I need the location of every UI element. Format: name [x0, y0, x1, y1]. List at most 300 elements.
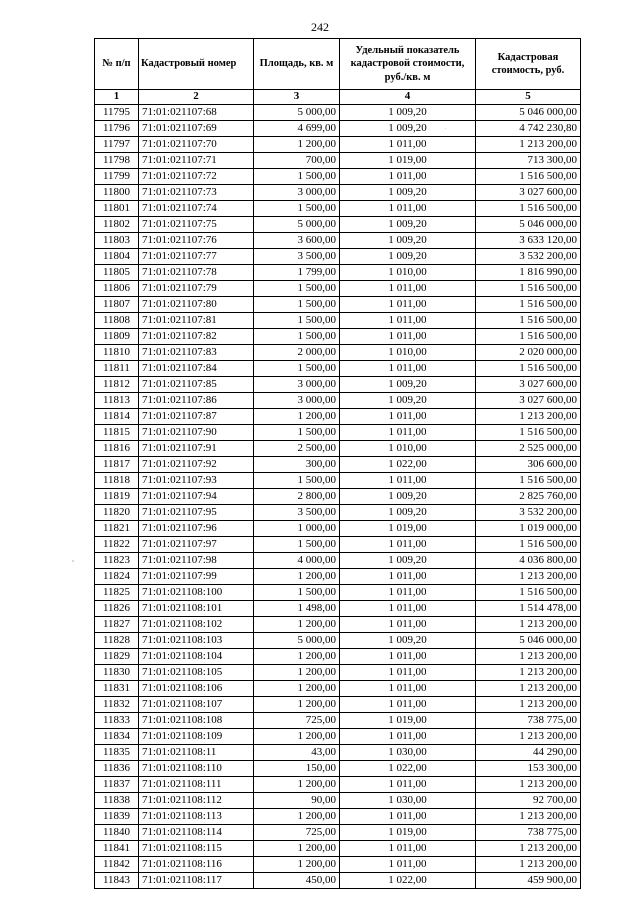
unit-value-cell: 1 011,00	[340, 537, 476, 553]
row-number-cell: 11820	[95, 505, 139, 521]
cadastral-number-cell: 71:01:021107:85	[139, 377, 254, 393]
cadastral-value-cell: 3 027 600,00	[476, 393, 581, 409]
cadastral-value-cell: 1 816 990,00	[476, 265, 581, 281]
cadastral-number-cell: 71:01:021107:84	[139, 361, 254, 377]
cadastral-number-cell: 71:01:021107:90	[139, 425, 254, 441]
row-number-cell: 11802	[95, 217, 139, 233]
table-row	[95, 441, 581, 457]
cadastral-number-cell: 71:01:021107:98	[139, 553, 254, 569]
row-number-cell: 11808	[95, 313, 139, 329]
unit-value-cell: 1 011,00	[340, 697, 476, 713]
area-cell: 1 200,00	[254, 841, 340, 857]
cadastral-value-cell: 1 213 200,00	[476, 137, 581, 153]
table-row	[95, 249, 581, 265]
unit-value-cell: 1 011,00	[340, 281, 476, 297]
area-cell: 1 500,00	[254, 329, 340, 345]
cadastral-value-cell: 1 516 500,00	[476, 201, 581, 217]
area-cell: 1 500,00	[254, 297, 340, 313]
cadastral-number-cell: 71:01:021108:109	[139, 729, 254, 745]
cadastral-number-cell: 71:01:021107:79	[139, 281, 254, 297]
cadastral-value-cell: 738 775,00	[476, 825, 581, 841]
cadastral-value-cell: 1 516 500,00	[476, 281, 581, 297]
cadastral-number-cell: 71:01:021108:110	[139, 761, 254, 777]
unit-value-cell: 1 011,00	[340, 649, 476, 665]
cadastral-number-cell: 71:01:021107:97	[139, 537, 254, 553]
area-cell: 2 500,00	[254, 441, 340, 457]
table-row	[95, 761, 581, 777]
cadastral-value-cell: 1 514 478,00	[476, 601, 581, 617]
cadastral-value-cell: 1 516 500,00	[476, 297, 581, 313]
area-cell: 1 200,00	[254, 777, 340, 793]
cadastral-value-cell: 1 516 500,00	[476, 585, 581, 601]
table-row	[95, 649, 581, 665]
unit-value-cell: 1 011,00	[340, 569, 476, 585]
area-cell: 1 200,00	[254, 857, 340, 873]
cadastral-value-cell: 1 516 500,00	[476, 537, 581, 553]
unit-value-cell: 1 010,00	[340, 265, 476, 281]
unit-value-cell: 1 030,00	[340, 793, 476, 809]
cadastral-value-cell: 4 036 800,00	[476, 553, 581, 569]
row-number-cell: 11809	[95, 329, 139, 345]
table-row	[95, 361, 581, 377]
row-number-cell: 11841	[95, 841, 139, 857]
cadastral-number-cell: 71:01:021107:72	[139, 169, 254, 185]
unit-value-cell: 1 009,20	[340, 249, 476, 265]
area-cell: 1 200,00	[254, 649, 340, 665]
cadastral-value-cell: 1 516 500,00	[476, 329, 581, 345]
area-cell: 1 200,00	[254, 409, 340, 425]
unit-value-cell: 1 009,20	[340, 217, 476, 233]
unit-value-cell: 1 019,00	[340, 713, 476, 729]
cadastral-number-cell: 71:01:021108:111	[139, 777, 254, 793]
cadastral-number-cell: 71:01:021108:101	[139, 601, 254, 617]
cadastral-number-cell: 71:01:021108:105	[139, 665, 254, 681]
table-row	[95, 121, 581, 137]
cadastral-value-cell: 44 290,00	[476, 745, 581, 761]
area-cell: 5 000,00	[254, 633, 340, 649]
cadastral-number-cell: 71:01:021107:82	[139, 329, 254, 345]
table-row	[95, 409, 581, 425]
row-number-cell: 11827	[95, 617, 139, 633]
cadastral-number-cell: 71:01:021107:75	[139, 217, 254, 233]
table-row	[95, 489, 581, 505]
row-number-cell: 11796	[95, 121, 139, 137]
unit-value-cell: 1 019,00	[340, 153, 476, 169]
row-number-cell: 11803	[95, 233, 139, 249]
row-number-cell: 11838	[95, 793, 139, 809]
scan-speck	[72, 560, 74, 562]
cadastral-value-cell: 1 516 500,00	[476, 473, 581, 489]
cadastral-value-cell: 713 300,00	[476, 153, 581, 169]
row-number-cell: 11840	[95, 825, 139, 841]
table-row	[95, 137, 581, 153]
area-cell: 1 200,00	[254, 137, 340, 153]
table-row	[95, 217, 581, 233]
cadastral-value-cell: 1 213 200,00	[476, 841, 581, 857]
area-cell: 43,00	[254, 745, 340, 761]
cadastral-number-cell: 71:01:021108:103	[139, 633, 254, 649]
row-number-cell: 11807	[95, 297, 139, 313]
row-number-cell: 11810	[95, 345, 139, 361]
cadastral-number-cell: 71:01:021107:70	[139, 137, 254, 153]
table-row	[95, 585, 581, 601]
header-row-number: № п/п	[95, 39, 139, 90]
unit-value-cell: 1 011,00	[340, 777, 476, 793]
row-number-cell: 11833	[95, 713, 139, 729]
column-number-row	[95, 90, 581, 105]
area-cell: 1 200,00	[254, 681, 340, 697]
unit-value-cell: 1 011,00	[340, 137, 476, 153]
cadastral-value-cell: 153 300,00	[476, 761, 581, 777]
area-cell: 700,00	[254, 153, 340, 169]
scan-speck	[445, 128, 446, 129]
cadastral-value-cell: 2 525 000,00	[476, 441, 581, 457]
row-number-cell: 11805	[95, 265, 139, 281]
table-row	[95, 169, 581, 185]
unit-value-cell: 1 011,00	[340, 809, 476, 825]
area-cell: 3 000,00	[254, 377, 340, 393]
unit-value-cell: 1 011,00	[340, 313, 476, 329]
cadastral-value-cell: 92 700,00	[476, 793, 581, 809]
row-number-cell: 11824	[95, 569, 139, 585]
column-number: 2	[139, 90, 254, 105]
area-cell: 1 500,00	[254, 281, 340, 297]
row-number-cell: 11815	[95, 425, 139, 441]
row-number-cell: 11829	[95, 649, 139, 665]
cadastral-number-cell: 71:01:021108:116	[139, 857, 254, 873]
table-row	[95, 537, 581, 553]
table-row	[95, 185, 581, 201]
unit-value-cell: 1 011,00	[340, 585, 476, 601]
unit-value-cell: 1 011,00	[340, 681, 476, 697]
row-number-cell: 11816	[95, 441, 139, 457]
area-cell: 1 500,00	[254, 425, 340, 441]
unit-value-cell: 1 011,00	[340, 409, 476, 425]
table-row	[95, 825, 581, 841]
cadastral-value-cell: 5 046 000,00	[476, 633, 581, 649]
unit-value-cell: 1 011,00	[340, 729, 476, 745]
unit-value-cell: 1 019,00	[340, 521, 476, 537]
cadastral-number-cell: 71:01:021107:83	[139, 345, 254, 361]
row-number-cell: 11836	[95, 761, 139, 777]
table-row	[95, 777, 581, 793]
unit-value-cell: 1 022,00	[340, 873, 476, 889]
cadastral-value-cell: 1 213 200,00	[476, 809, 581, 825]
table-row	[95, 153, 581, 169]
cadastral-value-cell: 1 516 500,00	[476, 425, 581, 441]
table-row	[95, 265, 581, 281]
cadastral-number-cell: 71:01:021108:107	[139, 697, 254, 713]
cadastral-value-cell: 1 213 200,00	[476, 681, 581, 697]
unit-value-cell: 1 022,00	[340, 457, 476, 473]
unit-value-cell: 1 011,00	[340, 329, 476, 345]
table-row	[95, 665, 581, 681]
row-number-cell: 11814	[95, 409, 139, 425]
cadastral-number-cell: 71:01:021107:80	[139, 297, 254, 313]
row-number-cell: 11812	[95, 377, 139, 393]
unit-value-cell: 1 011,00	[340, 201, 476, 217]
cadastral-value-cell: 1 213 200,00	[476, 569, 581, 585]
area-cell: 2 800,00	[254, 489, 340, 505]
row-number-cell: 11837	[95, 777, 139, 793]
cadastral-number-cell: 71:01:021107:91	[139, 441, 254, 457]
area-cell: 150,00	[254, 761, 340, 777]
row-number-cell: 11823	[95, 553, 139, 569]
unit-value-cell: 1 011,00	[340, 841, 476, 857]
cadastral-number-cell: 71:01:021107:78	[139, 265, 254, 281]
cadastral-number-cell: 71:01:021108:112	[139, 793, 254, 809]
unit-value-cell: 1 011,00	[340, 665, 476, 681]
table-row	[95, 345, 581, 361]
row-number-cell: 11795	[95, 105, 139, 121]
area-cell: 2 000,00	[254, 345, 340, 361]
area-cell: 725,00	[254, 713, 340, 729]
area-cell: 1 500,00	[254, 201, 340, 217]
cadastral-number-cell: 71:01:021108:100	[139, 585, 254, 601]
cadastral-number-cell: 71:01:021107:81	[139, 313, 254, 329]
row-number-cell: 11822	[95, 537, 139, 553]
cadastral-value-cell: 2 020 000,00	[476, 345, 581, 361]
row-number-cell: 11800	[95, 185, 139, 201]
cadastral-value-cell: 3 633 120,00	[476, 233, 581, 249]
cadastral-number-cell: 71:01:021107:74	[139, 201, 254, 217]
table-row	[95, 425, 581, 441]
cadastral-number-cell: 71:01:021107:69	[139, 121, 254, 137]
cadastral-number-cell: 71:01:021107:93	[139, 473, 254, 489]
cadastral-value-cell: 3 027 600,00	[476, 185, 581, 201]
cadastral-number-cell: 71:01:021107:76	[139, 233, 254, 249]
cadastral-number-cell: 71:01:021108:108	[139, 713, 254, 729]
table-row	[95, 457, 581, 473]
cadastral-number-cell: 71:01:021108:115	[139, 841, 254, 857]
cadastral-value-cell: 3 532 200,00	[476, 505, 581, 521]
unit-value-cell: 1 011,00	[340, 425, 476, 441]
cadastral-value-cell: 306 600,00	[476, 457, 581, 473]
table-row	[95, 681, 581, 697]
row-number-cell: 11842	[95, 857, 139, 873]
cadastral-number-cell: 71:01:021107:94	[139, 489, 254, 505]
area-cell: 1 500,00	[254, 473, 340, 489]
row-number-cell: 11804	[95, 249, 139, 265]
table-row	[95, 473, 581, 489]
cadastral-value-table	[94, 38, 581, 889]
table-row	[95, 697, 581, 713]
row-number-cell: 11826	[95, 601, 139, 617]
area-cell: 1 200,00	[254, 617, 340, 633]
row-number-cell: 11831	[95, 681, 139, 697]
row-number-cell: 11799	[95, 169, 139, 185]
header-cadastral-value: Кадастровая стоимость, руб.	[476, 39, 581, 90]
column-number: 3	[254, 90, 340, 105]
table-row	[95, 729, 581, 745]
area-cell: 1 200,00	[254, 729, 340, 745]
row-number-cell: 11819	[95, 489, 139, 505]
cadastral-number-cell: 71:01:021108:104	[139, 649, 254, 665]
area-cell: 725,00	[254, 825, 340, 841]
table-row	[95, 233, 581, 249]
row-number-cell: 11834	[95, 729, 139, 745]
area-cell: 3 000,00	[254, 393, 340, 409]
row-number-cell: 11828	[95, 633, 139, 649]
cadastral-number-cell: 71:01:021107:77	[139, 249, 254, 265]
unit-value-cell: 1 009,20	[340, 393, 476, 409]
unit-value-cell: 1 009,20	[340, 105, 476, 121]
cadastral-value-cell: 1 213 200,00	[476, 697, 581, 713]
row-number-cell: 11821	[95, 521, 139, 537]
area-cell: 1 000,00	[254, 521, 340, 537]
cadastral-value-cell: 1 213 200,00	[476, 409, 581, 425]
table-row	[95, 105, 581, 121]
unit-value-cell: 1 009,20	[340, 377, 476, 393]
unit-value-cell: 1 011,00	[340, 617, 476, 633]
table-row	[95, 313, 581, 329]
unit-value-cell: 1 022,00	[340, 761, 476, 777]
unit-value-cell: 1 009,20	[340, 633, 476, 649]
table-row	[95, 393, 581, 409]
cadastral-value-cell: 1 213 200,00	[476, 777, 581, 793]
row-number-cell: 11798	[95, 153, 139, 169]
row-number-cell: 11839	[95, 809, 139, 825]
area-cell: 4 000,00	[254, 553, 340, 569]
row-number-cell: 11806	[95, 281, 139, 297]
area-cell: 1 200,00	[254, 809, 340, 825]
unit-value-cell: 1 030,00	[340, 745, 476, 761]
cadastral-value-cell: 4 742 230,80	[476, 121, 581, 137]
table-row	[95, 873, 581, 889]
row-number-cell: 11825	[95, 585, 139, 601]
unit-value-cell: 1 009,20	[340, 185, 476, 201]
unit-value-cell: 1 011,00	[340, 169, 476, 185]
row-number-cell: 11811	[95, 361, 139, 377]
area-cell: 4 699,00	[254, 121, 340, 137]
unit-value-cell: 1 011,00	[340, 473, 476, 489]
table-row	[95, 329, 581, 345]
cadastral-value-cell: 459 900,00	[476, 873, 581, 889]
cadastral-number-cell: 71:01:021108:106	[139, 681, 254, 697]
table-row	[95, 809, 581, 825]
cadastral-value-cell: 1 213 200,00	[476, 649, 581, 665]
area-cell: 3 000,00	[254, 185, 340, 201]
table-header-row	[95, 39, 581, 90]
row-number-cell: 11797	[95, 137, 139, 153]
unit-value-cell: 1 011,00	[340, 297, 476, 313]
row-number-cell: 11832	[95, 697, 139, 713]
cadastral-number-cell: 71:01:021107:92	[139, 457, 254, 473]
unit-value-cell: 1 019,00	[340, 825, 476, 841]
row-number-cell: 11830	[95, 665, 139, 681]
cadastral-value-cell: 1 019 000,00	[476, 521, 581, 537]
cadastral-value-cell: 1 516 500,00	[476, 169, 581, 185]
cadastral-number-cell: 71:01:021108:11	[139, 745, 254, 761]
cadastral-value-cell: 1 516 500,00	[476, 313, 581, 329]
area-cell: 5 000,00	[254, 105, 340, 121]
unit-value-cell: 1 011,00	[340, 601, 476, 617]
table-row	[95, 841, 581, 857]
unit-value-cell: 1 011,00	[340, 857, 476, 873]
cadastral-number-cell: 71:01:021108:102	[139, 617, 254, 633]
cadastral-value-cell: 3 027 600,00	[476, 377, 581, 393]
cadastral-value-cell: 5 046 000,00	[476, 105, 581, 121]
table-row	[95, 201, 581, 217]
unit-value-cell: 1 009,20	[340, 121, 476, 137]
unit-value-cell: 1 009,20	[340, 489, 476, 505]
area-cell: 1 500,00	[254, 361, 340, 377]
area-cell: 1 500,00	[254, 169, 340, 185]
table-row	[95, 297, 581, 313]
cadastral-value-cell: 5 046 000,00	[476, 217, 581, 233]
page-number: 242	[311, 20, 329, 34]
row-number-cell: 11835	[95, 745, 139, 761]
unit-value-cell: 1 010,00	[340, 345, 476, 361]
cadastral-number-cell: 71:01:021107:71	[139, 153, 254, 169]
cadastral-value-cell: 1 213 200,00	[476, 729, 581, 745]
cadastral-number-cell: 71:01:021107:87	[139, 409, 254, 425]
unit-value-cell: 1 010,00	[340, 441, 476, 457]
cadastral-value-cell: 1 213 200,00	[476, 617, 581, 633]
table-row	[95, 553, 581, 569]
table-row	[95, 601, 581, 617]
column-number: 1	[95, 90, 139, 105]
unit-value-cell: 1 009,20	[340, 505, 476, 521]
column-number: 4	[340, 90, 476, 105]
table-row	[95, 793, 581, 809]
table-row	[95, 505, 581, 521]
cadastral-value-cell: 2 825 760,00	[476, 489, 581, 505]
table-row	[95, 857, 581, 873]
cadastral-value-cell: 3 532 200,00	[476, 249, 581, 265]
cadastral-number-cell: 71:01:021107:86	[139, 393, 254, 409]
cadastral-number-cell: 71:01:021107:99	[139, 569, 254, 585]
row-number-cell: 11813	[95, 393, 139, 409]
area-cell: 1 200,00	[254, 569, 340, 585]
cadastral-number-cell: 71:01:021107:73	[139, 185, 254, 201]
header-cadastral-number: Кадастровый номер	[139, 39, 254, 90]
cadastral-number-cell: 71:01:021108:114	[139, 825, 254, 841]
cadastral-value-cell: 1 213 200,00	[476, 665, 581, 681]
cadastral-number-cell: 71:01:021108:117	[139, 873, 254, 889]
area-cell: 3 500,00	[254, 505, 340, 521]
cadastral-value-cell: 1 516 500,00	[476, 361, 581, 377]
area-cell: 90,00	[254, 793, 340, 809]
row-number-cell: 11843	[95, 873, 139, 889]
area-cell: 1 799,00	[254, 265, 340, 281]
cadastral-number-cell: 71:01:021108:113	[139, 809, 254, 825]
cadastral-value-cell: 1 213 200,00	[476, 857, 581, 873]
area-cell: 300,00	[254, 457, 340, 473]
table-row	[95, 569, 581, 585]
area-cell: 1 500,00	[254, 585, 340, 601]
cadastral-value-cell: 738 775,00	[476, 713, 581, 729]
row-number-cell: 11817	[95, 457, 139, 473]
table-body	[95, 105, 581, 889]
table-row	[95, 713, 581, 729]
cadastral-number-cell: 71:01:021107:96	[139, 521, 254, 537]
table-row	[95, 281, 581, 297]
table-row	[95, 745, 581, 761]
header-area: Площадь, кв. м	[254, 39, 340, 90]
unit-value-cell: 1 009,20	[340, 233, 476, 249]
table-row	[95, 377, 581, 393]
area-cell: 1 200,00	[254, 665, 340, 681]
cadastral-number-cell: 71:01:021107:95	[139, 505, 254, 521]
table-row	[95, 521, 581, 537]
area-cell: 5 000,00	[254, 217, 340, 233]
area-cell: 3 500,00	[254, 249, 340, 265]
row-number-cell: 11801	[95, 201, 139, 217]
table-row	[95, 617, 581, 633]
area-cell: 3 600,00	[254, 233, 340, 249]
area-cell: 1 200,00	[254, 697, 340, 713]
